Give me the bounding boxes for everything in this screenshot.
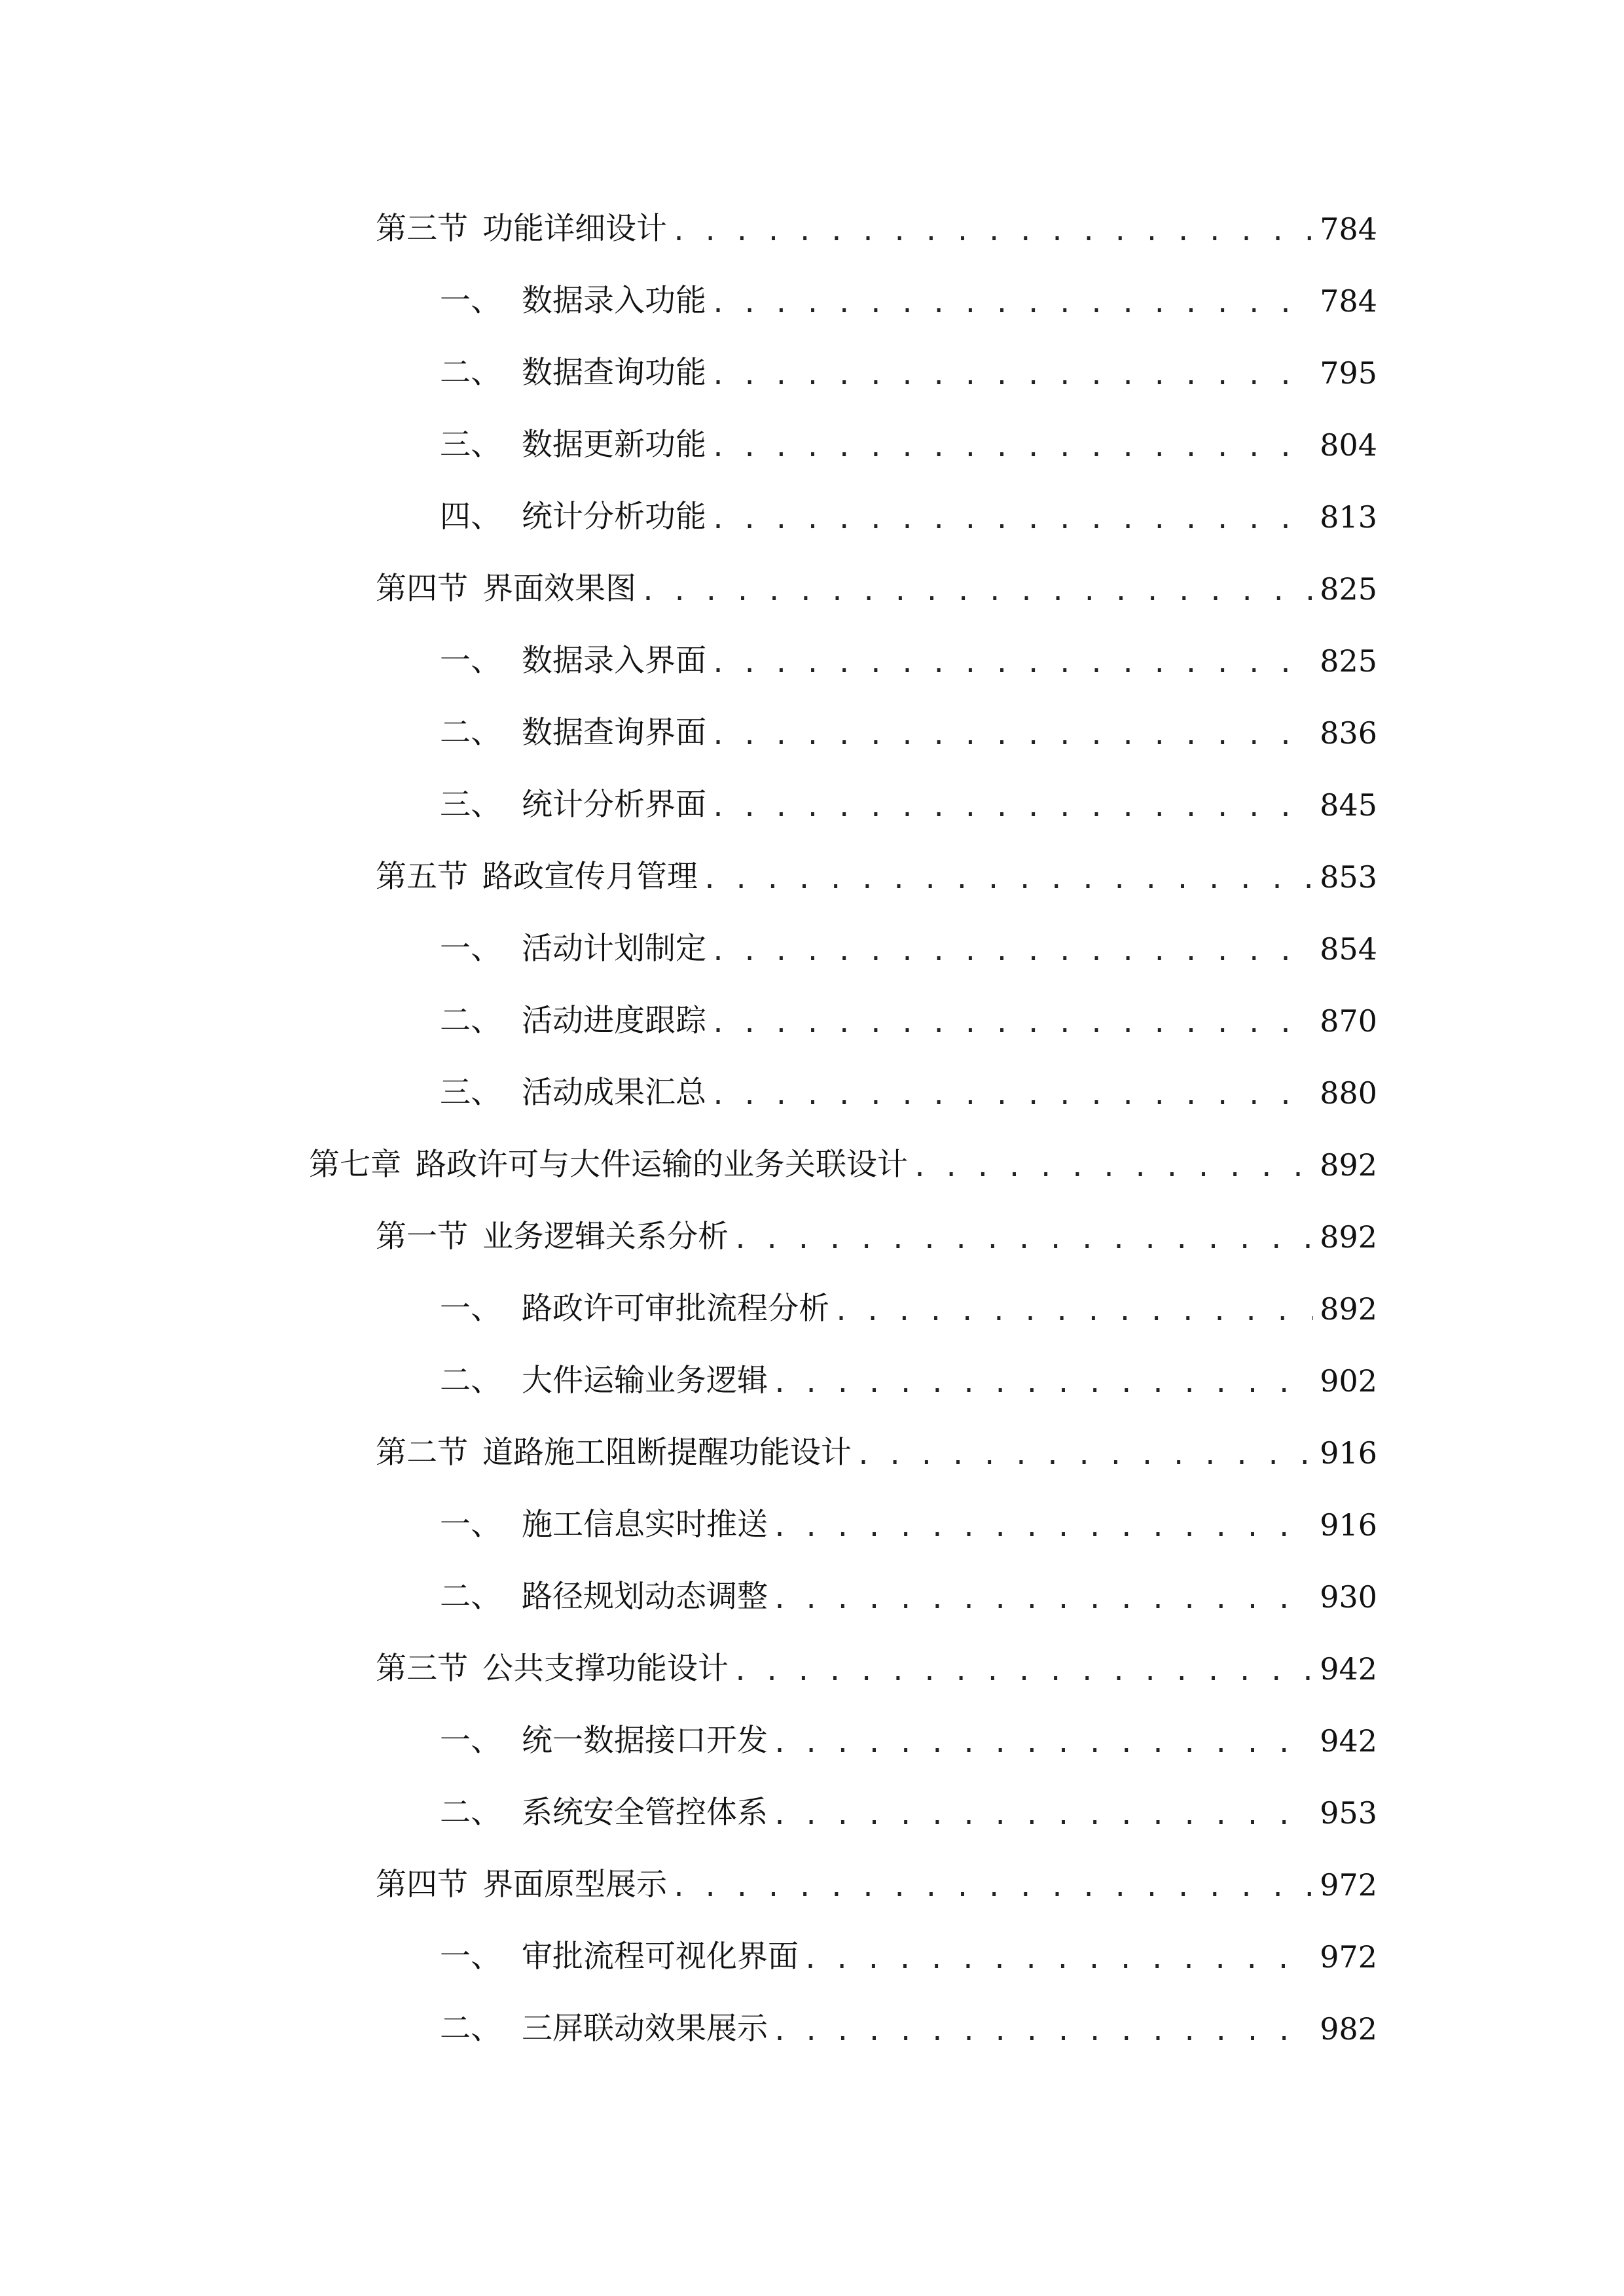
toc-entry-number: 二、 bbox=[440, 715, 501, 751]
toc-entry-number: 一、 bbox=[440, 1291, 501, 1327]
toc-entry-section[interactable] bbox=[376, 563, 1377, 615]
toc-entry-label bbox=[440, 707, 706, 759]
toc-entry-label bbox=[376, 563, 636, 615]
toc-entry-label bbox=[376, 851, 698, 903]
toc-entry-section[interactable] bbox=[376, 851, 1377, 903]
toc-entry-page-number: 825 bbox=[1320, 571, 1377, 607]
dot-leader bbox=[710, 347, 1313, 399]
toc-entry-page-number: 942 bbox=[1320, 1723, 1377, 1759]
toc-entry-title: 路政许可与大件运输的业务关联设计 bbox=[416, 1147, 908, 1183]
toc-entry-label bbox=[440, 2003, 768, 2055]
toc-entry-page-number: 804 bbox=[1320, 427, 1377, 463]
toc-entry-section[interactable] bbox=[376, 1859, 1377, 1911]
dot-leader bbox=[732, 1643, 1313, 1695]
toc-entry-number: 第三节 bbox=[376, 211, 468, 247]
toc-entry-page-number: 942 bbox=[1320, 1651, 1377, 1687]
toc-entry-label bbox=[376, 1211, 729, 1263]
toc-entry-number: 第四节 bbox=[376, 1867, 468, 1903]
toc-entry-number: 二、 bbox=[440, 1579, 501, 1615]
dot-leader bbox=[710, 491, 1313, 543]
toc-entry-label bbox=[309, 1139, 908, 1191]
toc-entry-page-number: 982 bbox=[1320, 2011, 1377, 2047]
toc-entry-item[interactable] bbox=[440, 347, 1377, 399]
toc-entry-number: 一、 bbox=[440, 1939, 501, 1975]
toc-entry-item[interactable] bbox=[440, 923, 1377, 975]
toc-entry-number: 一、 bbox=[440, 931, 501, 967]
dot-leader bbox=[710, 707, 1313, 759]
dot-leader bbox=[710, 275, 1313, 327]
toc-entry-page-number: 795 bbox=[1320, 355, 1377, 391]
toc-entry-label bbox=[440, 1283, 829, 1335]
toc-entry-number: 一、 bbox=[440, 643, 501, 679]
toc-entry-title: 数据查询功能 bbox=[522, 355, 706, 391]
toc-entry-item[interactable] bbox=[440, 1715, 1377, 1767]
toc-entry-page-number: 916 bbox=[1320, 1435, 1377, 1471]
toc-entry-title: 活动进度跟踪 bbox=[522, 1003, 706, 1039]
toc-entry-title: 活动成果汇总 bbox=[522, 1075, 706, 1111]
toc-entry-label bbox=[440, 635, 706, 687]
dot-leader bbox=[912, 1139, 1313, 1191]
toc-entry-page-number: 892 bbox=[1320, 1291, 1377, 1327]
toc-entry-page-number: 916 bbox=[1320, 1507, 1377, 1543]
toc-entry-number: 第七章 bbox=[309, 1147, 401, 1183]
toc-entry-label bbox=[376, 1859, 667, 1911]
toc-entry-page-number: 892 bbox=[1320, 1147, 1377, 1183]
toc-entry-item[interactable] bbox=[440, 1931, 1377, 1983]
toc-entry-title: 统一数据接口开发 bbox=[522, 1723, 768, 1759]
dot-leader bbox=[833, 1283, 1313, 1335]
toc-entry-title: 三屏联动效果展示 bbox=[522, 2011, 768, 2047]
dot-leader bbox=[710, 995, 1313, 1047]
toc-entry-section[interactable] bbox=[376, 203, 1377, 255]
toc-entry-number: 三、 bbox=[440, 1075, 501, 1111]
toc-entry-title: 道路施工阻断提醒功能设计 bbox=[482, 1435, 852, 1471]
toc-entry-number: 四、 bbox=[440, 499, 501, 535]
dot-leader bbox=[772, 1499, 1313, 1551]
toc-entry-item[interactable] bbox=[440, 419, 1377, 471]
toc-entry-section[interactable] bbox=[376, 1643, 1377, 1695]
dot-leader bbox=[640, 563, 1313, 615]
toc-entry-page-number: 953 bbox=[1320, 1795, 1377, 1831]
dot-leader bbox=[803, 1931, 1313, 1983]
toc-entry-page-number: 845 bbox=[1320, 787, 1377, 823]
toc-entry-item[interactable] bbox=[440, 779, 1377, 831]
toc-entry-page-number: 930 bbox=[1320, 1579, 1377, 1615]
toc-entry-page-number: 784 bbox=[1320, 211, 1377, 247]
toc-entry-number: 一、 bbox=[440, 1723, 501, 1759]
toc-entry-page-number: 880 bbox=[1320, 1075, 1377, 1111]
toc-entry-label bbox=[440, 995, 706, 1047]
dot-leader bbox=[710, 923, 1313, 975]
toc-entry-item[interactable] bbox=[440, 275, 1377, 327]
dot-leader bbox=[772, 1715, 1313, 1767]
toc-entry-title: 数据查询界面 bbox=[522, 715, 706, 751]
toc-entry-item[interactable] bbox=[440, 635, 1377, 687]
toc-entry-number: 第三节 bbox=[376, 1651, 468, 1687]
toc-entry-number: 第一节 bbox=[376, 1219, 468, 1255]
toc-entry-number: 二、 bbox=[440, 2011, 501, 2047]
toc-entry-page-number: 784 bbox=[1320, 283, 1377, 319]
dot-leader bbox=[772, 2003, 1313, 2055]
dot-leader bbox=[710, 635, 1313, 687]
toc-entry-item[interactable] bbox=[440, 995, 1377, 1047]
toc-entry-page-number: 870 bbox=[1320, 1003, 1377, 1039]
toc-entry-label bbox=[440, 1715, 768, 1767]
toc-entry-label bbox=[376, 203, 667, 255]
toc-entry-number: 二、 bbox=[440, 1003, 501, 1039]
toc-entry-page-number: 854 bbox=[1320, 931, 1377, 967]
dot-leader bbox=[772, 1355, 1313, 1407]
toc-entry-page-number: 853 bbox=[1320, 859, 1377, 895]
toc-entry-title: 数据录入界面 bbox=[522, 643, 706, 679]
toc-entry-label bbox=[440, 1571, 768, 1623]
dot-leader bbox=[710, 779, 1313, 831]
toc-entry-title: 数据录入功能 bbox=[522, 283, 706, 319]
toc-entry-label bbox=[440, 275, 706, 327]
toc-entry-label bbox=[440, 923, 706, 975]
toc-entry-item[interactable] bbox=[440, 1571, 1377, 1623]
toc-entry-number: 二、 bbox=[440, 355, 501, 391]
toc-entry-section[interactable] bbox=[376, 1211, 1377, 1263]
toc-entry-chapter[interactable] bbox=[309, 1139, 1377, 1191]
toc-entry-number: 第五节 bbox=[376, 859, 468, 895]
toc-entry-label bbox=[440, 1499, 768, 1551]
dot-leader bbox=[671, 203, 1313, 255]
dot-leader bbox=[772, 1571, 1313, 1623]
toc-entry-number: 三、 bbox=[440, 427, 501, 463]
toc-entry-title: 路径规划动态调整 bbox=[522, 1579, 768, 1615]
toc-entry-label bbox=[376, 1427, 852, 1479]
toc-entry-title: 数据更新功能 bbox=[522, 427, 706, 463]
toc-entry-label bbox=[440, 1067, 706, 1119]
toc-entry-number: 二、 bbox=[440, 1795, 501, 1831]
toc-entry-item[interactable] bbox=[440, 1283, 1377, 1335]
toc-entry-number: 三、 bbox=[440, 787, 501, 823]
toc-entry-title: 功能详细设计 bbox=[482, 211, 667, 247]
dot-leader bbox=[702, 851, 1313, 903]
dot-leader bbox=[856, 1427, 1313, 1479]
toc-entry-number: 第二节 bbox=[376, 1435, 468, 1471]
toc-entry-item[interactable] bbox=[440, 1787, 1377, 1839]
dot-leader bbox=[710, 1067, 1313, 1119]
toc-entry-label bbox=[440, 1787, 768, 1839]
toc-entry-label bbox=[440, 1355, 768, 1407]
toc-entry-title: 统计分析界面 bbox=[522, 787, 706, 823]
toc-entry-label bbox=[440, 779, 706, 831]
toc-entry-title: 施工信息实时推送 bbox=[522, 1507, 768, 1543]
toc-entry-title: 路政许可审批流程分析 bbox=[522, 1291, 829, 1327]
dot-leader bbox=[732, 1211, 1313, 1263]
toc-entry-title: 界面效果图 bbox=[482, 571, 636, 607]
toc-entry-title: 统计分析功能 bbox=[522, 499, 706, 535]
toc-entry-number: 一、 bbox=[440, 283, 501, 319]
toc-entry-item[interactable] bbox=[440, 1355, 1377, 1407]
toc-entry-label bbox=[440, 347, 706, 399]
toc-entry-label bbox=[440, 1931, 799, 1983]
toc-entry-label bbox=[440, 419, 706, 471]
toc-entry-label bbox=[376, 1643, 729, 1695]
toc-entry-label bbox=[440, 491, 706, 543]
toc-entry-item[interactable] bbox=[440, 491, 1377, 543]
toc-entry-page-number: 972 bbox=[1320, 1939, 1377, 1975]
toc-entry-page-number: 836 bbox=[1320, 715, 1377, 751]
toc-entry-page-number: 892 bbox=[1320, 1219, 1377, 1255]
toc-entry-title: 公共支撑功能设计 bbox=[482, 1651, 729, 1687]
toc-entry-page-number: 825 bbox=[1320, 643, 1377, 679]
dot-leader bbox=[710, 419, 1313, 471]
dot-leader bbox=[772, 1787, 1313, 1839]
toc-entry-number: 第四节 bbox=[376, 571, 468, 607]
toc-entry-title: 大件运输业务逻辑 bbox=[522, 1363, 768, 1399]
toc-entry-title: 审批流程可视化界面 bbox=[522, 1939, 799, 1975]
toc-entry-section[interactable] bbox=[376, 1427, 1377, 1479]
toc-entry-item[interactable] bbox=[440, 707, 1377, 759]
toc-entry-title: 业务逻辑关系分析 bbox=[482, 1219, 729, 1255]
toc-entry-title: 活动计划制定 bbox=[522, 931, 706, 967]
toc-entry-page-number: 813 bbox=[1320, 499, 1377, 535]
toc-entry-title: 界面原型展示 bbox=[482, 1867, 667, 1903]
toc-entry-title: 路政宣传月管理 bbox=[482, 859, 698, 895]
dot-leader bbox=[671, 1859, 1313, 1911]
toc-entry-number: 二、 bbox=[440, 1363, 501, 1399]
toc-entry-item[interactable] bbox=[440, 1499, 1377, 1551]
toc-entry-item[interactable] bbox=[440, 1067, 1377, 1119]
toc-entry-number: 一、 bbox=[440, 1507, 501, 1543]
toc-entry-item[interactable] bbox=[440, 2003, 1377, 2055]
toc-entry-page-number: 972 bbox=[1320, 1867, 1377, 1903]
toc-entry-title: 系统安全管控体系 bbox=[522, 1795, 768, 1831]
toc-entry-page-number: 902 bbox=[1320, 1363, 1377, 1399]
